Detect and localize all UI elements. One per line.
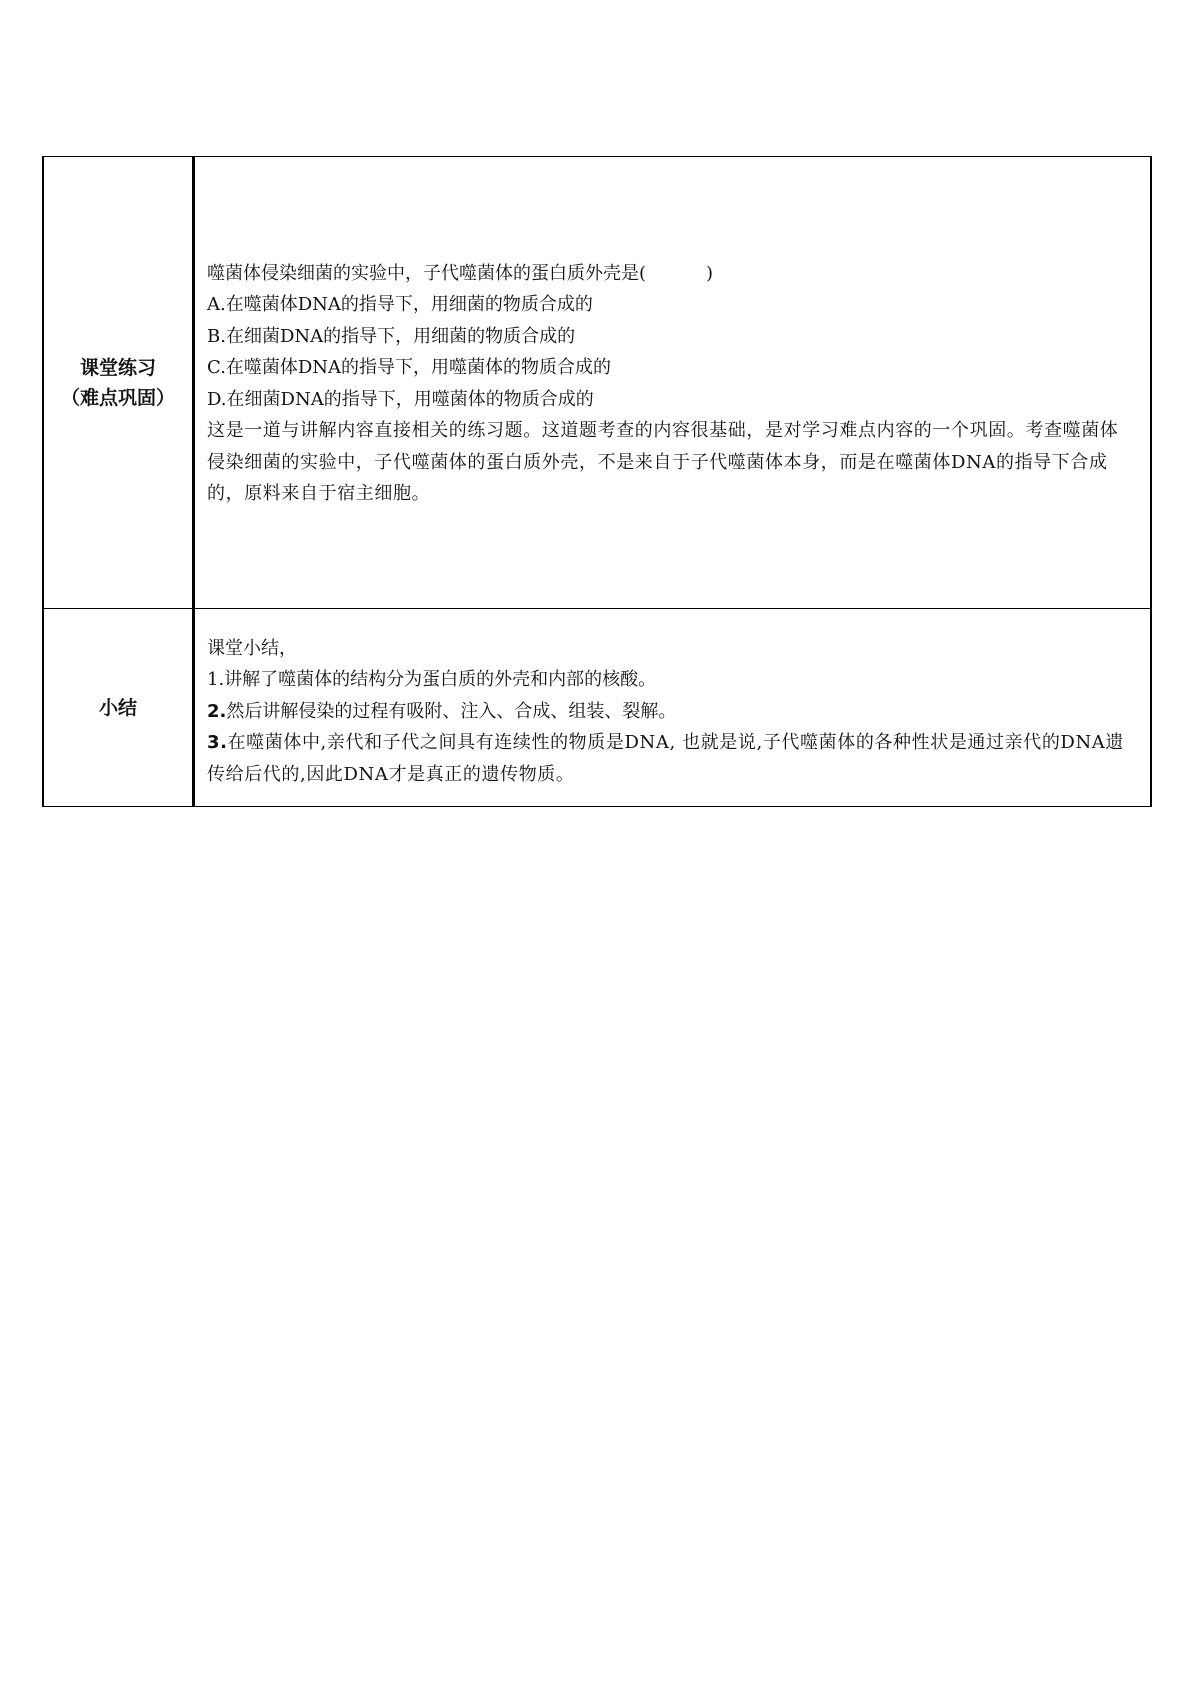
practice-row — [43, 157, 1151, 609]
question-stem: 噬菌体侵染细菌的实验中，子代噬菌体的蛋白质外壳是( — [207, 262, 647, 284]
summary-item-number: 1. — [207, 669, 225, 691]
summary-content-cell — [194, 609, 1152, 807]
summary-item-text: 在噬菌体中,亲代和子代之间具有连续性的物质是DNA, 也就是说,子代噬菌体的各种性状是通过亲代的DNA遗传给后代的,因此DNA才是真正的遗传物质。 — [207, 732, 1125, 785]
practice-label: 课堂练习 — [79, 356, 156, 379]
practice-content — [207, 256, 1134, 510]
practice-sublabel: （难点巩固） — [60, 386, 175, 409]
practice-content-cell — [194, 157, 1152, 609]
summary-item — [207, 727, 1134, 790]
practice-label-cell — [43, 157, 194, 609]
summary-item — [207, 664, 1134, 696]
option-b: B.在细菌DNA的指导下，用细菌的物质合成的 — [207, 325, 576, 347]
summary-label-cell — [43, 609, 194, 807]
question-stem-line — [207, 258, 1134, 290]
summary-row — [43, 609, 1151, 807]
summary-item-text: 讲解了噬菌体的结构分为蛋白质的外壳和内部的核酸。 — [224, 669, 657, 691]
summary-item-number: 2. — [207, 700, 227, 722]
summary-item-number: 3. — [207, 732, 228, 754]
summary-label: 小结 — [98, 696, 137, 719]
question-close-paren: ) — [706, 262, 714, 284]
option-d: D.在细菌DNA的指导下，用噬菌体的物质合成的 — [207, 388, 594, 410]
summary-content — [207, 625, 1134, 791]
lesson-plan-table — [42, 156, 1152, 807]
summary-item-text: 然后讲解侵染的过程有吸附、注入、合成、组装、裂解。 — [226, 700, 677, 722]
summary-item — [207, 696, 1134, 728]
option-c: C.在噬菌体DNA的指导下，用噬菌体的物质合成的 — [207, 357, 612, 378]
summary-intro: 课堂小结， — [207, 637, 297, 659]
option-a: A.在噬菌体DNA的指导下，用细菌的物质合成的 — [207, 294, 593, 315]
practice-explanation: 这是一道与讲解内容直接相关的练习题。这道题考查的内容很基础，是对学习难点内容的一个巩固。考查噬菌体侵染细菌的实验中，子代噬菌体的蛋白质外壳，不是来自于子代噬菌体本身，而是在噬菌体DNA的指导下合成的，原料来自于宿主细胞。 — [207, 420, 1119, 504]
